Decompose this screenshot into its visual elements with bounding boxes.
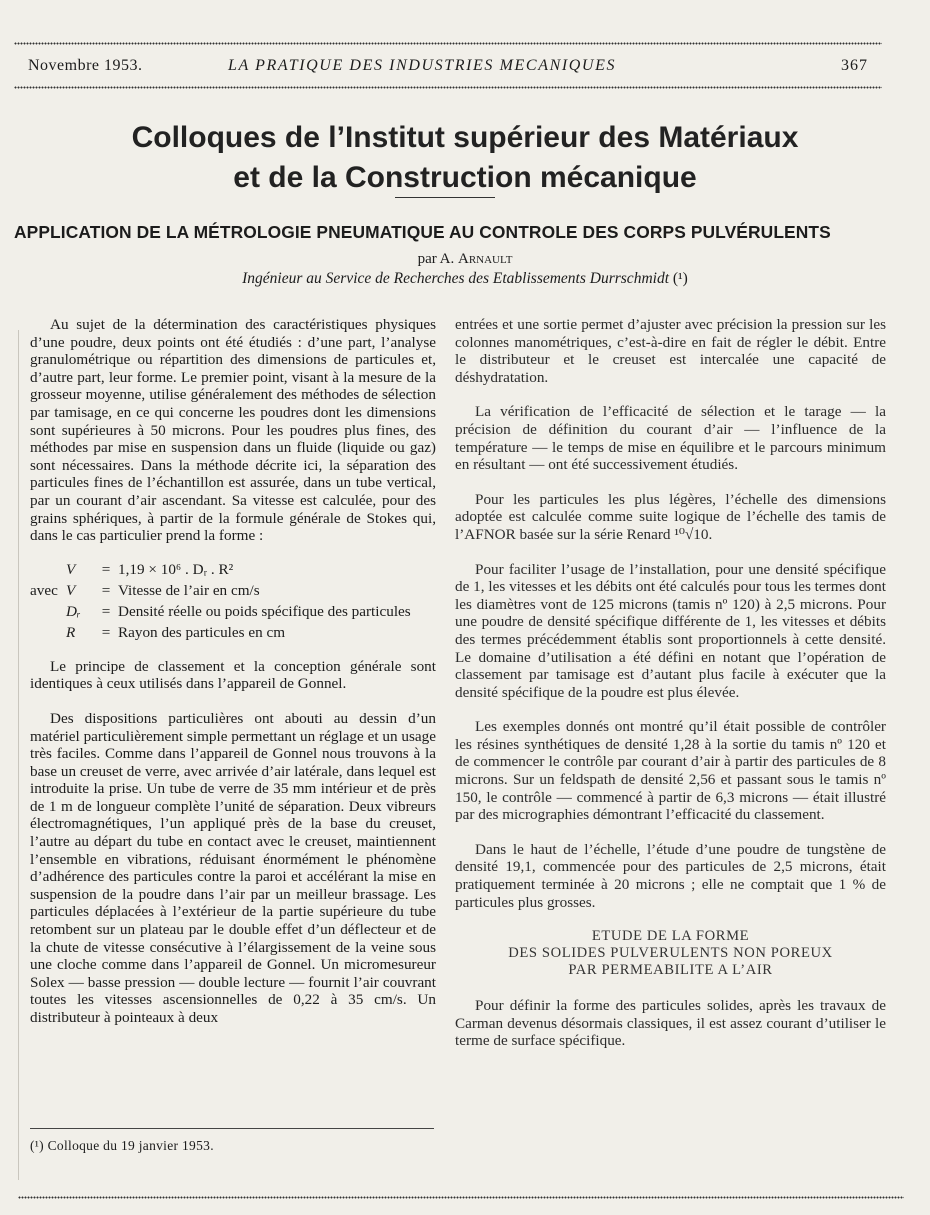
paragraph: Dans le haut de l’échelle, l’étude d’une poudre de tungstène de densité 19,1, commencée pour des particules de 2,5 microns, était pratiquement terminée à 20 microns ; elle ne comptait que 1 % de particules plus grosses. (455, 840, 886, 911)
paragraph: Les exemples donnés ont montré qu’il était possible de contrôler les résines synthétiques de densité 1,28 à la sortie du tamis nº 120 et de commencer le contrôle par courant d’air à partir des particules de 8 microns. Sur un feldspath de densité 2,56 et passant sous le tamis nº 150, le contrôle — commencé à partir de 6,3 microns — était illustré par des micrographies démontrant l’efficacité du classement. (455, 718, 886, 824)
article-title: APPLICATION DE LA MÉTROLOGIE PNEUMATIQUE AU CONTROLE DES CORPS PULVÉRULENTS (14, 222, 831, 242)
formula-equals: = (101, 581, 111, 599)
formula-definition: Vitesse de l’air en cm/s (118, 581, 260, 599)
formula-row (30, 601, 436, 622)
top-dotted-rule (14, 42, 882, 45)
issue-date: Novembre 1953. (28, 57, 143, 74)
journal-title: LA PRATIQUE DES INDUSTRIES MECANIQUES (228, 57, 617, 74)
section-heading (455, 928, 886, 979)
formula-label (30, 622, 66, 643)
formula-label (30, 559, 66, 580)
formula-symbol: R (66, 623, 76, 641)
formula-definition: 1,19 × 10⁶ . Dᵣ . R² (118, 560, 234, 578)
formula-equals: = (101, 623, 111, 641)
left-column (30, 316, 436, 1027)
formula-row (30, 559, 436, 580)
formula-definition: Densité réelle ou poids spécifique des particules (118, 602, 411, 620)
formula-definition: Rayon des particules en cm (118, 623, 286, 641)
header-dotted-rule (14, 86, 882, 89)
right-column (455, 316, 886, 1050)
paragraph: Au sujet de la détermination des caractéristiques physiques d’une poudre, deux points ont été étudiés : d’une part, l’analyse granulométrique ou répartition des dimensions de particules et, d’autre part, leur forme. Le premier point, visant à la mesure de la grosseur moyenne, utilise généralement des méthodes de sélection par tamisage, en ce qui concerne les poudres dont les dimensions sont supérieures à 50 microns. Pour les poudres plus fines, des méthodes par mise en suspension dans un fluide (liquide ou gaz) sont nécessaires. Dans la méthode décrite ici, la séparation des particules fines de l’échantillon est assurée, dans un tube vertical, par un courant d’air ascendant. Sa vitesse est calculée, pour des grains sphériques, à partir de la formule générale de Stokes qui, dans le cas particulier prend la forme : (30, 316, 436, 545)
affiliation-text: Ingénieur au Service de Recherches des Etablissements Durrschmidt (242, 270, 669, 287)
formula-label (30, 601, 66, 622)
formula-symbol: V (66, 581, 76, 599)
author-affiliation (0, 270, 930, 288)
bottom-dotted-rule (18, 1196, 904, 1199)
footnote-rule (30, 1128, 434, 1129)
margin-shadow (18, 330, 19, 1180)
paragraph: Pour les particules les plus légères, l’échelle des dimensions adoptée est calculée comme suite logique de l’échelle des tamis de l’AFNOR basée sur la série Renard ¹⁰√10. (455, 490, 886, 543)
footnote: (¹) Colloque du 19 janvier 1953. (30, 1138, 214, 1153)
formula-equals: = (101, 560, 111, 578)
byline-prefix: par A. (417, 251, 455, 267)
colloquium-title (0, 118, 930, 198)
formula-symbol: Dᵣ (66, 602, 81, 620)
paragraph: Des dispositions particulières ont abouti au dessin d’un matériel particulièrement simple permettant un réglage et un usage très faciles. Comme dans l’appareil de Gonnel nous trouvons à la base un creuset de verre, avec arrivée d’air latérale, dans lequel est introduite la prise. Un tube de verre de 35 mm intérieur et de près de 1 m de longueur complète l’unité de séparation. Deux vibreurs électromagnétiques, l’un appliqué près de la base du creuset, l’autre au départ du tube en contact avec le creuset, maintiennent l’ensemble en vibrations, réduisant énormément le phénomène d’adhérence des particules contre la paroi et accélérant la mise en suspension de la poudre dans l’air par un meilleur brassage. Les particules déplacées à l’extérieur de la partie supérieure du tube retombent sur un plateau par le double effet d’un déflecteur et de la chute de vitesse consécutive à l’élargissement de la veine sous une cloche comme dans l’appareil de Gonnel. Un micromesureur Solex — basse pression — double lecture — fournit l’air couvrant toutes les vitesses ascensionnelles de 0,22 à 35 cm/s. Un distributeur à pointeaux à deux (30, 709, 436, 1026)
paragraph: Le principe de classement et la conception générale sont identiques à ceux utilisés dans l’appareil de Gonnel. (30, 657, 436, 693)
section-heading-line3: PAR PERMEABILITE A L’AIR (568, 962, 773, 979)
formula-equals: = (101, 602, 111, 620)
page-number: 367 (841, 57, 868, 74)
formula-row (30, 622, 436, 643)
colloquium-title-line2: et de la Construction mécanique (233, 161, 697, 194)
section-heading-line1: ETUDE DE LA FORME (591, 928, 750, 945)
section-heading-line2: DES SOLIDES PULVERULENTS NON POREUX (508, 945, 833, 962)
footnote-reference: (¹) (672, 270, 688, 287)
paragraph: Pour faciliter l’usage de l’installation, pour une densité spécifique de 1, les vitesses et les débits ont été calculés pour tous les termes dont les diamètres vont de 125 microns (tamis nº 120) à 2,5 microns. Pour une poudre de densité spécifique différente de 1, les vitesses et débits des termes précédemment établis sont proportionnels à cette densité. Le domaine d’utilisation a été défini en notant que l’opération de classement par tamisage est d’autant plus facile à exécuter que la densité spécifique de la poudre est plus élevée. (455, 560, 886, 701)
paragraph: Pour définir la forme des particules solides, après les travaux de Carman devenus désormais classiques, il est assez courant d’utiliser le terme de surface spécifique. (455, 997, 886, 1050)
title-divider (395, 197, 495, 198)
paragraph: entrées et une sortie permet d’ajuster avec précision la pression sur les colonnes manométriques, c’est-à-dire en fait de régler le débit. Entre le distributeur et le creuset est intercalée une capacité de déshydratation. (455, 316, 886, 386)
running-head (28, 57, 868, 81)
formula-symbol: V (66, 560, 76, 578)
colloquium-title-line1: Colloques de l’Institut supérieur des Matériaux (131, 121, 799, 154)
formula-label: avec (30, 581, 58, 599)
author-name: Arnault (457, 251, 513, 267)
formula-row (30, 580, 436, 601)
paragraph: La vérification de l’efficacité de sélection et le tarage — la précision de définition du courant d’air — l’influence de la température — le temps de mise en équilibre et le parcours minimum en résultant — ont été successivement étudiés. (455, 403, 886, 474)
byline (0, 251, 930, 268)
stokes-formula (30, 559, 436, 643)
